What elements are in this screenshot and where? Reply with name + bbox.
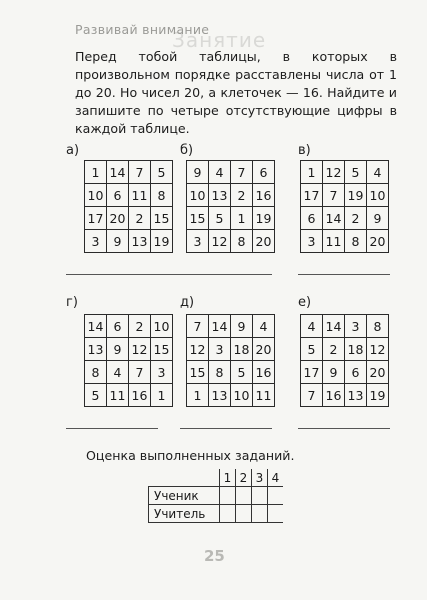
number-cell: 12 — [209, 230, 231, 253]
number-cell: 8 — [345, 230, 367, 253]
table-row — [85, 184, 173, 207]
table-row — [85, 161, 173, 184]
section-header: Развивай внимание — [75, 22, 210, 37]
table-row — [85, 338, 173, 361]
assessment-row-teacher — [149, 505, 284, 523]
assessment-title: Оценка выполненных заданий. — [86, 448, 295, 463]
number-cell: 5 — [231, 361, 253, 384]
number-cell: 20 — [367, 230, 389, 253]
table-row — [301, 207, 389, 230]
number-cell: 7 — [323, 184, 345, 207]
number-cell: 2 — [231, 184, 253, 207]
table-row — [187, 230, 275, 253]
number-cell: 10 — [85, 184, 107, 207]
bleed-through-watermark: Занятие — [172, 28, 267, 52]
number-cell: 7 — [129, 161, 151, 184]
answer-line[interactable] — [66, 428, 158, 429]
number-cell: 3 — [209, 338, 231, 361]
answer-line[interactable] — [298, 274, 390, 275]
number-cell: 4 — [253, 315, 275, 338]
table-row — [301, 184, 389, 207]
assessment-column-2: 2 — [236, 469, 252, 487]
number-cell: 4 — [301, 315, 323, 338]
number-cell: 11 — [129, 184, 151, 207]
number-cell: 4 — [107, 361, 129, 384]
number-cell: 1 — [301, 161, 323, 184]
table-label: а) — [66, 143, 80, 158]
table-row — [85, 207, 173, 230]
score-cell[interactable] — [220, 505, 236, 523]
number-table — [186, 160, 275, 253]
number-cell: 11 — [253, 384, 275, 407]
table-label: д) — [180, 295, 195, 310]
number-cell: 12 — [367, 338, 389, 361]
number-cell: 15 — [151, 338, 173, 361]
table-row — [301, 384, 389, 407]
number-cell: 12 — [187, 338, 209, 361]
number-cell: 18 — [345, 338, 367, 361]
number-cell: 6 — [345, 361, 367, 384]
number-cell: 10 — [367, 184, 389, 207]
number-cell: 9 — [231, 315, 253, 338]
score-cell[interactable] — [268, 487, 284, 505]
task-instructions: Перед тобой таблицы, в которых в произвольном порядке расставлены числа от 1 до 20. Но чисел 20, а клеточек — 16. Найдите и запишите по четыре отсутствующие цифры в каждой таблице. — [75, 49, 397, 136]
table-row — [301, 338, 389, 361]
number-cell: 9 — [107, 338, 129, 361]
table-label: г) — [66, 295, 78, 310]
table-row — [187, 361, 275, 384]
number-cell: 9 — [367, 207, 389, 230]
number-cell: 2 — [345, 207, 367, 230]
number-cell: 15 — [187, 361, 209, 384]
number-cell: 8 — [367, 315, 389, 338]
score-cell[interactable] — [236, 487, 252, 505]
number-cell: 10 — [231, 384, 253, 407]
score-cell[interactable] — [236, 505, 252, 523]
number-cell: 19 — [367, 384, 389, 407]
number-cell: 1 — [187, 384, 209, 407]
number-cell: 1 — [151, 384, 173, 407]
number-cell: 3 — [301, 230, 323, 253]
number-cell: 11 — [323, 230, 345, 253]
assessment-row-label: Учитель — [149, 505, 220, 523]
number-cell: 9 — [187, 161, 209, 184]
number-cell: 13 — [209, 384, 231, 407]
table-row — [187, 207, 275, 230]
table-row — [301, 361, 389, 384]
number-cell: 6 — [107, 184, 129, 207]
number-cell: 3 — [151, 361, 173, 384]
number-cell: 9 — [107, 230, 129, 253]
assessment-header-row — [149, 469, 284, 487]
table-row — [301, 161, 389, 184]
number-cell: 5 — [209, 207, 231, 230]
assessment-row-student — [149, 487, 284, 505]
page-number: 25 — [204, 547, 225, 565]
number-cell: 17 — [301, 184, 323, 207]
assessment-table — [148, 469, 283, 523]
number-cell: 12 — [129, 338, 151, 361]
number-cell: 13 — [345, 384, 367, 407]
score-cell[interactable] — [252, 487, 268, 505]
table-row — [85, 315, 173, 338]
number-cell: 15 — [187, 207, 209, 230]
number-cell: 2 — [129, 207, 151, 230]
number-cell: 14 — [323, 207, 345, 230]
assessment-column-3: 3 — [252, 469, 268, 487]
number-cell: 17 — [85, 207, 107, 230]
number-cell: 7 — [129, 361, 151, 384]
number-cell: 9 — [323, 361, 345, 384]
number-cell: 7 — [301, 384, 323, 407]
number-cell: 5 — [345, 161, 367, 184]
number-cell: 16 — [253, 361, 275, 384]
number-table — [186, 314, 275, 407]
table-row — [187, 315, 275, 338]
table-row — [85, 384, 173, 407]
number-cell: 14 — [107, 161, 129, 184]
score-cell[interactable] — [268, 505, 284, 523]
number-cell: 19 — [151, 230, 173, 253]
number-cell: 5 — [85, 384, 107, 407]
number-cell: 8 — [209, 361, 231, 384]
answer-line[interactable] — [180, 274, 272, 275]
number-cell: 12 — [323, 161, 345, 184]
number-cell: 6 — [253, 161, 275, 184]
table-row — [187, 184, 275, 207]
table-row — [301, 315, 389, 338]
number-cell: 1 — [231, 207, 253, 230]
answer-line[interactable] — [180, 428, 272, 429]
number-cell: 5 — [301, 338, 323, 361]
number-cell: 7 — [187, 315, 209, 338]
assessment-column-1: 1 — [220, 469, 236, 487]
number-cell: 15 — [151, 207, 173, 230]
number-cell: 20 — [367, 361, 389, 384]
table-row — [301, 230, 389, 253]
number-cell: 6 — [301, 207, 323, 230]
number-cell: 2 — [129, 315, 151, 338]
number-cell: 10 — [151, 315, 173, 338]
number-cell: 19 — [253, 207, 275, 230]
number-cell: 2 — [323, 338, 345, 361]
number-cell: 13 — [129, 230, 151, 253]
table-row — [85, 361, 173, 384]
table-label: б) — [180, 143, 194, 158]
table-label: в) — [298, 143, 311, 158]
table-row — [187, 384, 275, 407]
number-cell: 8 — [151, 184, 173, 207]
score-cell[interactable] — [252, 505, 268, 523]
number-cell: 11 — [107, 384, 129, 407]
number-cell: 17 — [301, 361, 323, 384]
number-cell: 16 — [129, 384, 151, 407]
number-cell: 7 — [231, 161, 253, 184]
assessment-row-label: Ученик — [149, 487, 220, 505]
number-table — [300, 314, 389, 407]
number-cell: 4 — [209, 161, 231, 184]
answer-line[interactable] — [298, 428, 390, 429]
number-cell: 8 — [231, 230, 253, 253]
number-table — [300, 160, 389, 253]
table-row — [187, 161, 275, 184]
number-cell: 16 — [253, 184, 275, 207]
number-cell: 3 — [85, 230, 107, 253]
number-cell: 10 — [187, 184, 209, 207]
number-cell: 14 — [209, 315, 231, 338]
assessment-column-4: 4 — [268, 469, 284, 487]
number-cell: 3 — [345, 315, 367, 338]
number-cell: 14 — [85, 315, 107, 338]
table-row — [187, 338, 275, 361]
number-cell: 1 — [85, 161, 107, 184]
number-cell: 5 — [151, 161, 173, 184]
number-table — [84, 160, 173, 253]
assessment-corner-cell — [149, 469, 220, 487]
number-cell: 20 — [253, 230, 275, 253]
number-cell: 8 — [85, 361, 107, 384]
table-row — [85, 230, 173, 253]
number-cell: 20 — [107, 207, 129, 230]
table-label: е) — [298, 295, 312, 310]
score-cell[interactable] — [220, 487, 236, 505]
number-cell: 14 — [323, 315, 345, 338]
number-cell: 3 — [187, 230, 209, 253]
number-cell: 20 — [253, 338, 275, 361]
number-cell: 4 — [367, 161, 389, 184]
number-cell: 13 — [209, 184, 231, 207]
number-cell: 6 — [107, 315, 129, 338]
number-cell: 19 — [345, 184, 367, 207]
number-cell: 18 — [231, 338, 253, 361]
number-cell: 16 — [323, 384, 345, 407]
number-cell: 13 — [85, 338, 107, 361]
number-table — [84, 314, 173, 407]
